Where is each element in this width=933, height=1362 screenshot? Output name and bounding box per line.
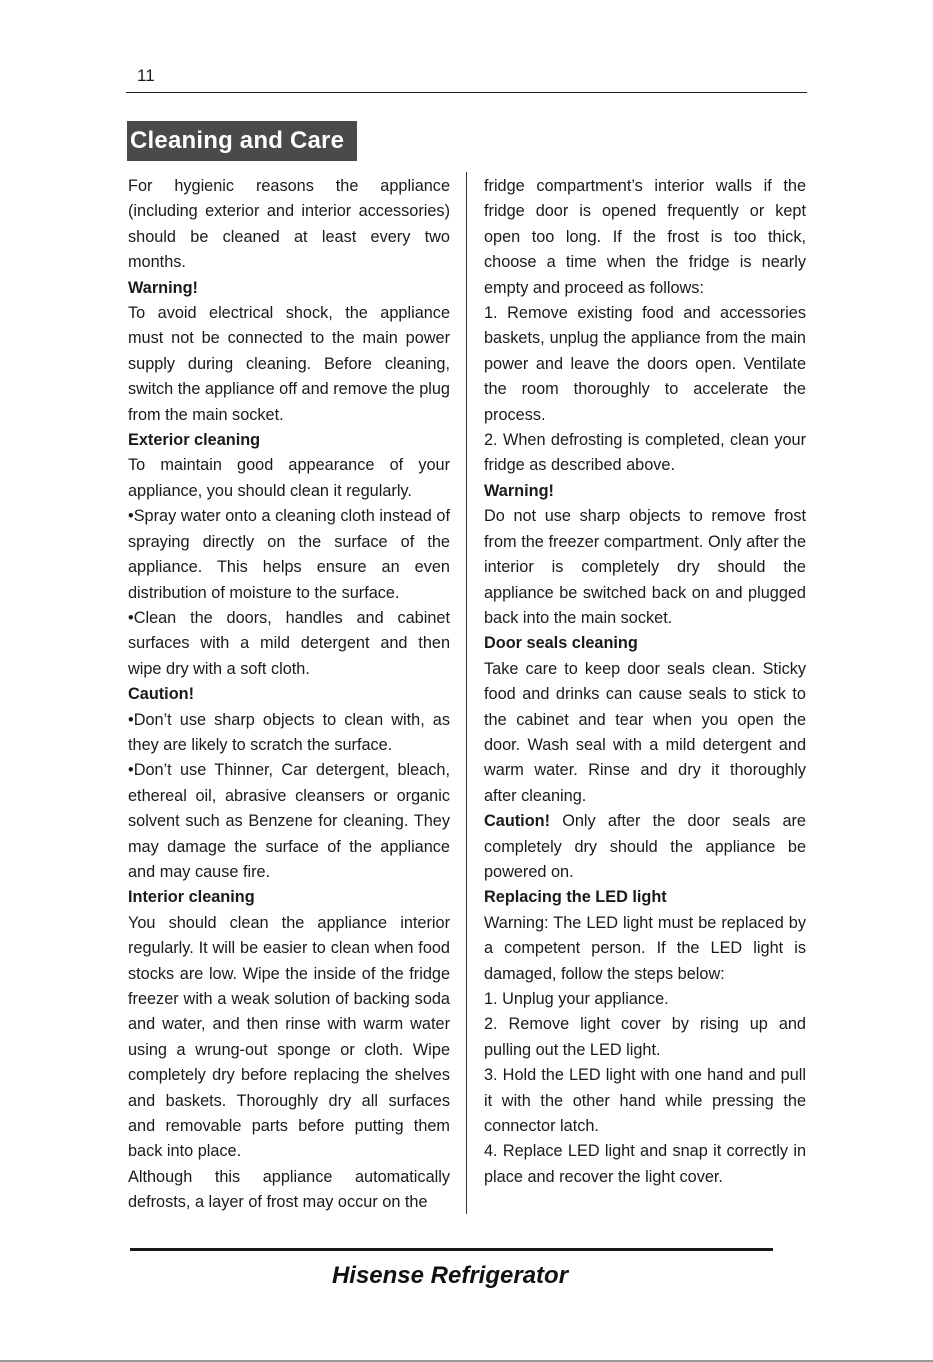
exterior-bullet-spray: •Spray water onto a cleaning cloth instead of spraying directly on the surface of the appliance. This helps ensure an even distribution of moisture to the surface. — [128, 507, 450, 602]
caution-bullet-sharp: •Don’t use sharp objects to clean with, as they are likely to scratch the surface. — [128, 710, 450, 754]
led-step-2: 2. Remove light cover by rising up and pulling out the LED light. — [484, 1015, 806, 1059]
exterior-bullet-doors: •Clean the doors, handles and cabinet surfaces with a mild detergent and then wipe dry with a soft cloth. — [128, 608, 450, 678]
section-title: Cleaning and Care — [127, 121, 357, 161]
caution-label: Caution! — [484, 812, 551, 831]
led-step-1: 1. Unplug your appliance. — [484, 990, 669, 1008]
intro-paragraph: For hygienic reasons the appliance (including exterior and interior accessories) should be cleaned at least every two months. — [128, 177, 450, 272]
column-divider — [466, 172, 467, 1214]
brand-footer: Hisense Refrigerator — [331, 1262, 569, 1289]
defrost-paragraph-start: Although this appliance automatically defrosts, a layer of frost may occur on the — [128, 1167, 450, 1212]
right-column — [484, 174, 806, 1190]
caution-bullet-thinner: •Don’t use Thinner, Car detergent, bleach, ethereal oil, abrasive cleansers or organic solvent such as Benzene for cleaning. They may damage the surface of the appliance and may cause fire. — [128, 761, 450, 881]
caution-heading: Caution! — [128, 685, 195, 704]
caution-text: Only after the door seals are completely dry should the appliance be powered on. — [484, 812, 806, 881]
footer-rule — [130, 1248, 773, 1251]
warning-heading-2: Warning! — [484, 481, 554, 500]
exterior-paragraph: To maintain good appearance of your appliance, you should clean it regularly. — [128, 456, 450, 500]
interior-cleaning-heading: Interior cleaning — [128, 888, 255, 907]
page-number: 11 — [137, 66, 155, 85]
defrost-paragraph-cont: fridge compartment’s interior walls if the fridge door is opened frequently or kept open too long. If the frost is too thick, choose a time when the fridge is nearly empty and proceed as follows: — [484, 177, 806, 297]
exterior-cleaning-heading: Exterior cleaning — [128, 431, 261, 450]
led-warning-paragraph: Warning: The LED light must be replaced by a competent person. If the LED light is damaged, follow the steps below: — [484, 913, 806, 983]
door-seals-heading: Door seals cleaning — [484, 634, 638, 653]
led-light-heading: Replacing the LED light — [484, 888, 667, 907]
warning-paragraph: To avoid electrical shock, the appliance must not be connected to the main power supply during cleaning. Before cleaning, switch the appliance off and remove the plug from the main socket. — [128, 304, 450, 424]
led-step-4: 4. Replace LED light and snap it correctly in place and recover the light cover. — [484, 1142, 806, 1186]
door-seals-paragraph: Take care to keep door seals clean. Sticky food and drinks can cause seals to stick to the cabinet and tear when you open the door. Wash seal with a mild detergent and warm water. Rinse and dry it thoroughly after cleaning. — [484, 659, 806, 805]
defrost-step-2: 2. When defrosting is completed, clean your fridge as described above. — [484, 431, 806, 475]
left-column — [128, 174, 450, 1216]
led-step-3: 3. Hold the LED light with one hand and pull it with the other hand while pressing the connector latch. — [484, 1066, 806, 1136]
defrost-step-1: 1. Remove existing food and accessories baskets, unplug the appliance from the main power and leave the doors open. Ventilate the room thoroughly to accelerate the process. — [484, 304, 806, 424]
warning-paragraph-2: Do not use sharp objects to remove frost from the freezer compartment. Only after the interior is completely dry should the appliance be switched back on and plugged back into the main socket. — [484, 507, 806, 627]
header-rule — [126, 92, 807, 93]
warning-heading: Warning! — [128, 278, 198, 297]
door-seals-caution — [484, 809, 806, 885]
interior-paragraph: You should clean the appliance interior regularly. It will be easier to clean when food stocks are low. Wipe the inside of the fridge freezer with a weak solution of backing soda and water, and then rinse with warm water using a wrung-out sponge or cloth. Wipe completely dry before replacing the shelves and baskets. Thoroughly dry all surfaces and removable parts before putting them back into place. — [128, 913, 450, 1161]
